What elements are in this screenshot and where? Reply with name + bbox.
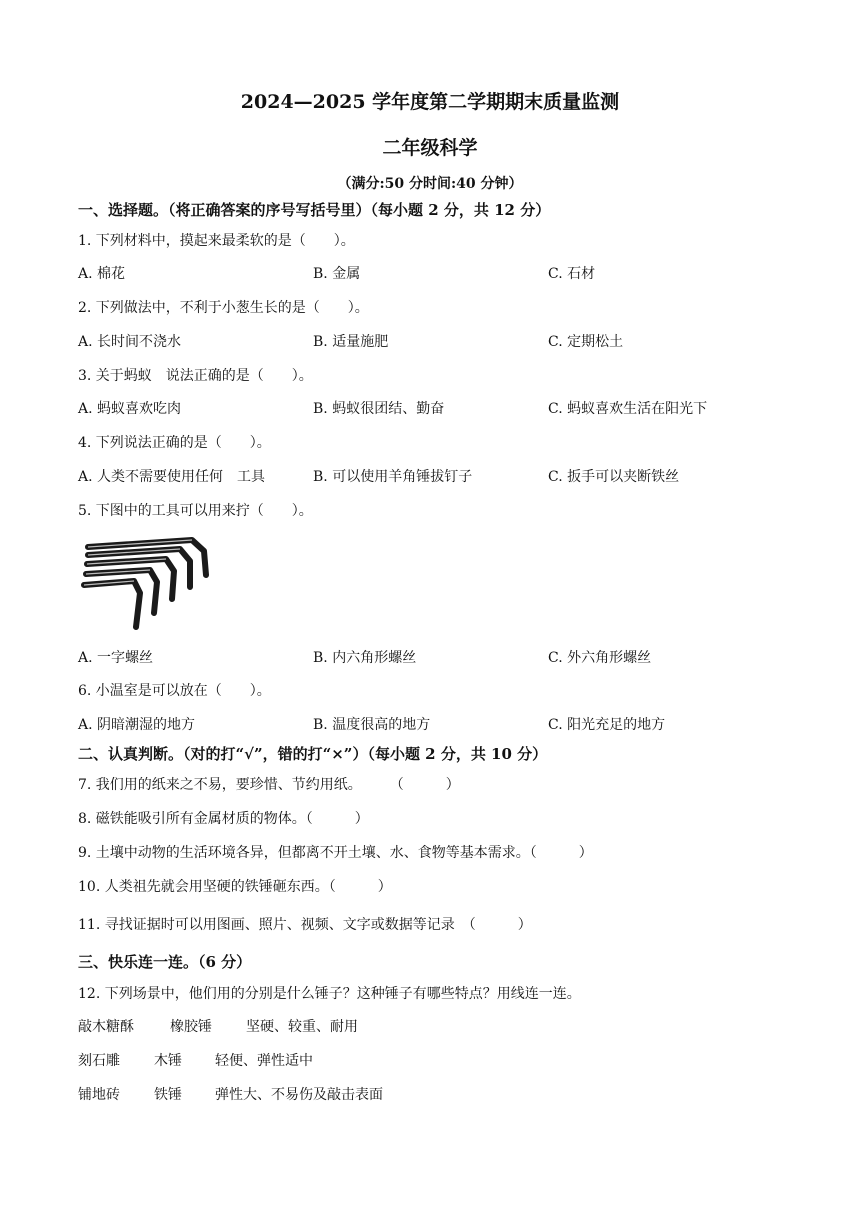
section-heading-matching: 三、快乐连一连。（6 分） bbox=[78, 953, 252, 971]
q1-option-b: B. 金属 bbox=[313, 266, 361, 282]
q3-option-b: B. 蚂蚁很团结、勤奋 bbox=[313, 401, 445, 417]
q1-option-a: A. 棉花 bbox=[78, 266, 126, 282]
q2-option-c: C. 定期松土 bbox=[548, 334, 624, 350]
judgement-item-8: 8. 磁铁能吸引所有金属材质的物体。（ ） bbox=[78, 811, 369, 827]
q2-option-b: B. 适量施肥 bbox=[313, 334, 389, 350]
q4-option-c: C. 扳手可以夹断铁丝 bbox=[548, 469, 680, 485]
match-feature: 坚硬、较重、耐用 bbox=[246, 1019, 358, 1035]
match-scene: 敲木糖酥 bbox=[78, 1019, 134, 1035]
q2-option-a: A. 长时间不浇水 bbox=[78, 334, 182, 350]
hex-key-wrench-set-image bbox=[80, 535, 215, 635]
q6-option-a: A. 阴暗潮湿的地方 bbox=[78, 717, 196, 733]
section-heading-choice: 一、选择题。（将正确答案的序号写括号里）（每小题 2 分，共 12 分） bbox=[78, 201, 551, 219]
match-scene: 刻石雕 bbox=[78, 1053, 120, 1069]
q5-option-b: B. 内六角形螺丝 bbox=[313, 650, 417, 666]
match-feature: 轻便、弹性适中 bbox=[215, 1053, 313, 1069]
question-4: 4. 下列说法正确的是（ ）。 bbox=[78, 435, 271, 451]
question-12: 12. 下列场景中，他们用的分别是什么锤子？这种锤子有哪些特点？用线连一连。 bbox=[78, 986, 581, 1002]
question-5: 5. 下图中的工具可以用来拧（ ）。 bbox=[78, 503, 313, 519]
question-6: 6. 小温室是可以放在（ ）。 bbox=[78, 683, 271, 699]
exam-subject: 二年级科学 bbox=[382, 137, 478, 159]
q4-option-a: A. 人类不需要使用任何 工具 bbox=[78, 469, 266, 485]
exam-title: 2024—2025 学年度第二学期期末质量监测 bbox=[240, 91, 620, 113]
q3-option-a: A. 蚂蚁喜欢吃肉 bbox=[78, 401, 182, 417]
q5-option-c: C. 外六角形螺丝 bbox=[548, 650, 652, 666]
match-hammer: 橡胶锤 bbox=[170, 1019, 212, 1035]
question-1: 1. 下列材料中，摸起来最柔软的是（ ）。 bbox=[78, 233, 355, 249]
judgement-item-11: 11. 寻找证据时可以用图画、照片、视频、文字或数据等记录 （ ） bbox=[78, 917, 532, 933]
match-feature: 弹性大、不易伤及敲击表面 bbox=[215, 1087, 383, 1103]
question-3: 3. 关于蚂蚁 说法正确的是（ ）。 bbox=[78, 368, 313, 384]
q6-option-c: C. 阳光充足的地方 bbox=[548, 717, 666, 733]
match-scene: 铺地砖 bbox=[78, 1087, 120, 1103]
match-hammer: 铁锤 bbox=[154, 1087, 182, 1103]
judgement-item-9: 9. 土壤中动物的生活环境各异，但都离不开土壤、水、食物等基本需求。（ ） bbox=[78, 845, 593, 861]
judgement-item-7: 7. 我们用的纸来之不易，要珍惜、节约用纸。 （ ） bbox=[78, 777, 460, 793]
q1-option-c: C. 石材 bbox=[548, 266, 596, 282]
q4-option-b: B. 可以使用羊角锤拔钉子 bbox=[313, 469, 473, 485]
section-heading-judgement: 二、认真判断。（对的打“√”，错的打“×”）（每小题 2 分，共 10 分） bbox=[78, 745, 548, 763]
q3-option-c: C. 蚂蚁喜欢生活在阳光下 bbox=[548, 401, 708, 417]
match-hammer: 木锤 bbox=[154, 1053, 182, 1069]
judgement-item-10: 10. 人类祖先就会用坚硬的铁锤砸东西。（ ） bbox=[78, 879, 392, 895]
q6-option-b: B. 温度很高的地方 bbox=[313, 717, 431, 733]
question-2: 2. 下列做法中，不利于小葱生长的是（ ）。 bbox=[78, 300, 369, 316]
q5-option-a: A. 一字螺丝 bbox=[78, 650, 154, 666]
score-info: （满分:50 分时间:40 分钟） bbox=[337, 176, 523, 192]
